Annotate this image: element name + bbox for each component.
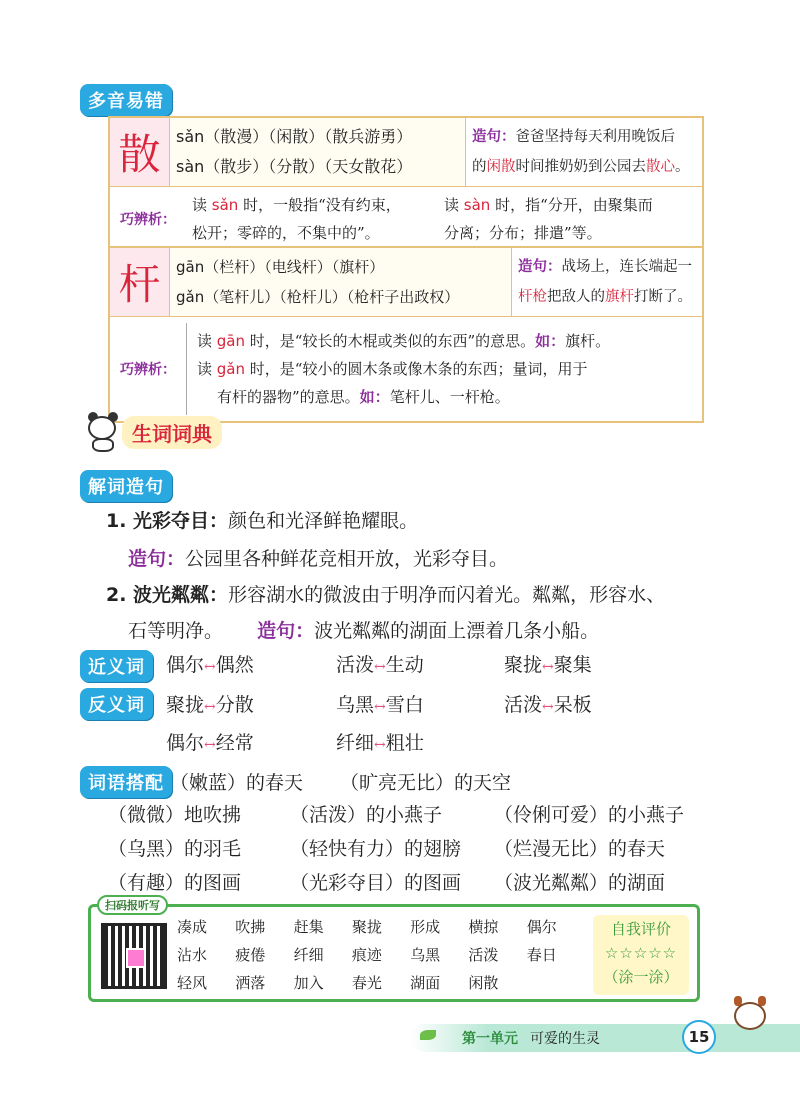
collocation-item: （伶俐可爱）的小燕子 (494, 804, 685, 826)
word-term: 2. 波光粼粼： (106, 584, 229, 606)
sentence-label: 造句： (128, 548, 186, 570)
word: 纤细 (336, 732, 375, 754)
page-number: 15 (682, 1020, 716, 1054)
dictation-word: 疲倦 (235, 946, 266, 964)
word: 粗壮 (385, 732, 424, 754)
dictation-word: 闲散 (468, 974, 499, 992)
example-sentence (466, 118, 702, 186)
sentence-label: 造句： (257, 620, 315, 642)
antonym-pair (504, 690, 592, 717)
antonym-pair (166, 728, 254, 755)
dictation-word: 吹拂 (235, 918, 266, 936)
tip-text: 读 (192, 196, 212, 214)
synonym-pair (166, 650, 254, 677)
word: 经常 (215, 732, 254, 754)
tip-text: 有杆的器物”的意思。 (217, 388, 360, 406)
tip-label: 巧辨析： (120, 212, 176, 228)
vocab-section-title: 生词词典 (122, 416, 222, 449)
collocation-item: （嫩蓝）的春天 (170, 772, 304, 794)
dictation-word: 横掠 (468, 918, 499, 936)
tip-text: 读 (197, 332, 217, 350)
dictation-word: 聚拢 (351, 918, 382, 936)
word: 呆板 (553, 694, 592, 716)
dictation-word: 加入 (293, 974, 324, 992)
pinyin: gǎn (216, 360, 246, 378)
highlight-word: 闲散 (486, 159, 516, 175)
word: 聚集 (553, 654, 592, 676)
tip-text: 读 (444, 196, 464, 214)
double-arrow-icon: ↔ (204, 737, 216, 753)
double-arrow-icon: ↔ (204, 659, 216, 675)
collocation-item: （活泼）的小燕子 (290, 804, 443, 826)
sentence-text: 。 (675, 159, 690, 175)
tip-label: 巧辨析： (120, 362, 176, 378)
tip-text: 分离；分布；排遣”等。 (444, 224, 602, 242)
double-arrow-icon: ↔ (374, 737, 386, 753)
collocation-item: （乌黑）的羽毛 (108, 838, 242, 860)
tip-text: 时，指“分开，由聚集而 (490, 196, 653, 214)
polyphone-readings (170, 118, 466, 186)
example-label: 如： (359, 388, 390, 406)
example-label: 如： (535, 332, 566, 350)
collocation-item: （波光粼粼）的湖面 (494, 872, 666, 894)
word-term: 1. 光彩夺目： (106, 510, 229, 532)
word: 聚拢 (504, 654, 543, 676)
word: 生动 (385, 654, 424, 676)
word-explanation-2-cont (128, 616, 599, 643)
tip-text: 笔杆儿、一杆枪。 (389, 388, 510, 406)
dictation-word: 形成 (410, 918, 441, 936)
collocation-section-tag: 词语搭配 (80, 766, 172, 798)
word-list: （栏杆）（电线杆）（旗杆） (204, 258, 385, 276)
collocation-item: （烂漫无比）的春天 (494, 838, 666, 860)
leaf-icon (420, 1030, 436, 1040)
dictation-word-list (177, 915, 585, 995)
dictation-word: 春日 (526, 946, 557, 964)
word-sentence-1 (128, 544, 508, 571)
tip-text: 松开；零碎的，不集中的”。 (192, 224, 380, 242)
tip-text (186, 323, 702, 415)
sentence-label: 造句： (518, 259, 562, 275)
tip-text: 旗杆。 (565, 332, 611, 350)
word: 乌黑 (336, 694, 375, 716)
synonym-section-tag: 近义词 (80, 650, 153, 682)
pinyin: sǎn (176, 127, 205, 146)
tip-text: 时，一般指“没有约束， (238, 196, 401, 214)
word: 分散 (215, 694, 254, 716)
sentence-text: 时间推奶奶到公园去 (515, 159, 646, 175)
pinyin: gān (176, 258, 205, 276)
dictation-word: 凑成 (177, 918, 208, 936)
word: 偶尔 (166, 732, 205, 754)
self-evaluation (593, 915, 689, 995)
polyphone-table-san (108, 116, 704, 253)
polyphone-table-gan (108, 246, 704, 423)
collocation-item: （有趣）的图画 (108, 872, 242, 894)
scan-dictation-tag: 扫码报听写 (97, 895, 168, 915)
example-sentence (512, 248, 702, 316)
highlight-word: 杆枪 (518, 289, 547, 305)
sentence-label: 造句： (472, 129, 516, 145)
antonym-pair (336, 728, 424, 755)
pinyin: sǎn (211, 196, 239, 214)
word: 雪白 (385, 694, 424, 716)
word-explanation-1 (106, 506, 418, 533)
collocation-item: （微微）地吹拂 (108, 804, 242, 826)
double-arrow-icon: ↔ (542, 659, 554, 675)
word-definition: 石等明净。 (128, 620, 224, 642)
qr-code-icon[interactable] (101, 923, 167, 989)
word-explanation-2 (106, 580, 665, 607)
panda-mascot-icon (84, 412, 120, 452)
dictation-word: 偶尔 (526, 918, 557, 936)
highlight-word: 散心 (646, 159, 675, 175)
polyphone-char: 散 (110, 118, 170, 186)
synonym-pair (336, 650, 424, 677)
synonym-pair (504, 650, 592, 677)
sentence-text: 打断了。 (634, 289, 692, 305)
antonym-pair (336, 690, 424, 717)
dictation-word: 沾水 (177, 946, 208, 964)
pinyin: gān (216, 332, 246, 350)
explain-section-tag: 解词造句 (80, 470, 172, 502)
double-arrow-icon: ↔ (374, 699, 386, 715)
word-definition: 颜色和光泽鲜艳耀眼。 (228, 510, 419, 532)
collocation-item: （光彩夺目）的图画 (290, 872, 462, 894)
polyphone-char: 杆 (110, 248, 170, 316)
dictation-word: 洒落 (235, 974, 266, 992)
collocation-item: （旷亮无比）的天空 (340, 772, 512, 794)
polyphone-readings (170, 248, 512, 316)
sentence-text: 把敌人的 (547, 289, 605, 305)
dictation-word: 纤细 (293, 946, 324, 964)
collocation-item: （轻快有力）的翅膀 (290, 838, 462, 860)
antonym-section-tag: 反义词 (80, 688, 153, 720)
dictation-word: 痕迹 (351, 946, 382, 964)
dictation-word: 赶集 (293, 918, 324, 936)
highlight-word: 旗杆 (605, 289, 634, 305)
word: 偶然 (215, 654, 254, 676)
tip-text: 读 (197, 360, 217, 378)
dictation-box (88, 899, 700, 1002)
word-list: （散漫）（闲散）（散兵游勇） (204, 127, 413, 146)
self-eval-label: 自我评价 (610, 920, 671, 938)
dictation-word: 轻风 (177, 974, 208, 992)
double-arrow-icon: ↔ (374, 659, 386, 675)
dictation-word: 乌黑 (410, 946, 441, 964)
cow-mascot-icon (728, 996, 772, 1040)
sentence-text: 战场上，连长端起一 (561, 259, 692, 275)
unit-label: 第一单元 (462, 1031, 518, 1047)
pinyin: sàn (463, 196, 491, 214)
word-definition: 形容湖水的微波由于明净而闪着光。粼粼，形容水、 (228, 584, 666, 606)
pinyin: gǎn (176, 288, 205, 306)
double-arrow-icon: ↔ (204, 699, 216, 715)
pinyin: sàn (176, 157, 205, 176)
double-arrow-icon: ↔ (542, 699, 554, 715)
word: 活泼 (336, 654, 375, 676)
word-list: （散步）（分散）（天女散花） (204, 157, 413, 176)
word: 偶尔 (166, 654, 205, 676)
vocab-section-header (84, 412, 222, 452)
antonym-pair (166, 690, 254, 717)
star-rating-icon[interactable]: ☆☆☆☆☆ (604, 944, 678, 962)
paint-instruction: （涂一涂） (603, 968, 679, 986)
sentence-text: 的 (472, 159, 487, 175)
dictation-word: 春光 (351, 974, 382, 992)
sentence-text: 波光粼粼的湖面上漂着几条小船。 (314, 620, 600, 642)
unit-name: 可爱的生灵 (530, 1031, 600, 1047)
word: 活泼 (504, 694, 543, 716)
dictation-word: 活泼 (468, 946, 499, 964)
word-list: （笔杆儿）（枪杆儿）（枪杆子出政权） (204, 288, 460, 306)
polyphone-section-tag: 多音易错 (80, 84, 172, 116)
tip-text: 时，是“较长的木棍或类似的东西”的意思。 (245, 332, 536, 350)
tip-text: 时，是“较小的圆木条或像木条的东西；量词，用于 (245, 360, 588, 378)
sentence-text: 爸爸坚持每天利用晚饭后 (515, 129, 675, 145)
tip-text (186, 187, 702, 251)
word: 聚拢 (166, 694, 205, 716)
dictation-word: 湖面 (410, 974, 441, 992)
sentence-text: 公园里各种鲜花竞相开放，光彩夺目。 (185, 548, 509, 570)
